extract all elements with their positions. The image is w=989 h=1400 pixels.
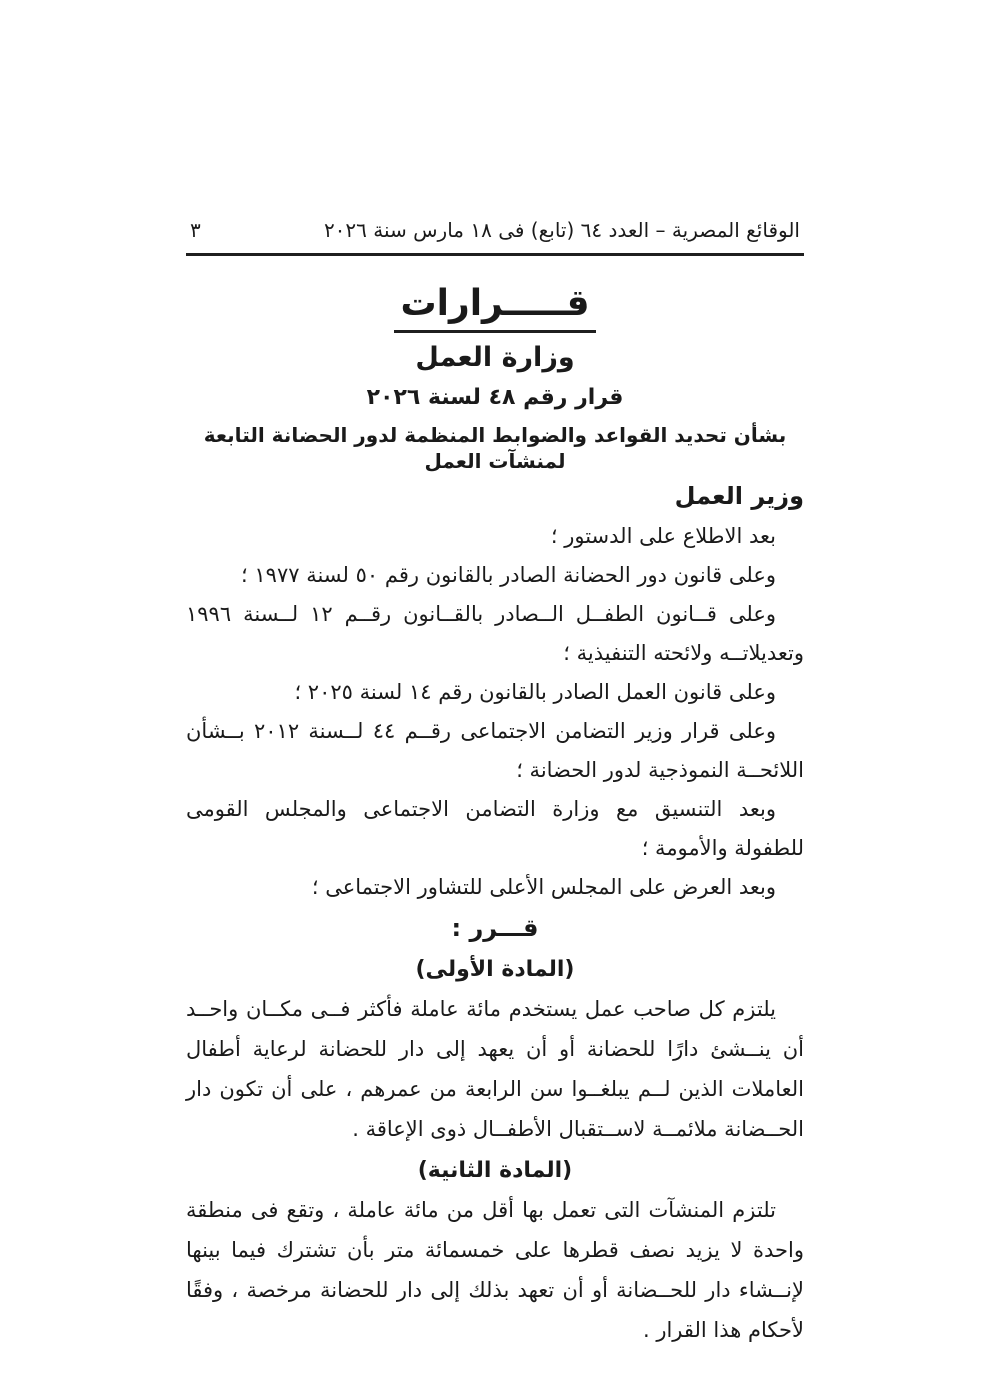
decided-label: قـــرر :: [451, 914, 539, 943]
decisions-section-title: قـــــرارات: [394, 282, 595, 333]
preamble-line-constitution: بعد الاطلاع على الدستور ؛: [550, 524, 776, 549]
article-1-body: يلتزم كل صاحب عمل يستخدم مائة عاملة فأكثر فــى مكــان واحــد أن ينــشئ دارًا للحضانة أو أن يعهد إلى دار للحضانة لرعاية أطفال العاملات الذين لــم يبلغــوا سن الرابعة من عمرهم ، على أن تكون دار الحــضانة ملائمــة لاســتقبال الأطفــال ذوى الإعاقة .: [186, 997, 804, 1142]
preamble-line-coordination: وبعد التنسيق مع وزارة التضامن الاجتماعى والمجلس القومى للطفولة والأمومة ؛: [186, 797, 804, 861]
ministry-title: وزارة العمل: [415, 342, 575, 374]
header-divider: [186, 253, 804, 256]
gazette-header-title: الوقائع المصرية – العدد ٦٤ (تابع) فى ١٨ مارس سنة ٢٠٢٦: [323, 218, 800, 242]
article-1-heading: (المادة الأولى): [415, 957, 575, 983]
issuer-title: وزير العمل: [674, 481, 804, 510]
preamble-section: [186, 517, 804, 907]
article-2-body: تلتزم المنشآت التى تعمل بها أقل من مائة عاملة ، وتقع فى منطقة واحدة لا يزيد نصف قطرها على خمسمائة متر بأن تشترك فيما بينها لإنــشاء دار للحــضانة أو أن تعهد بذلك إلى دار للحضانة مرخصة ، وفقًا لأحكام هذا القرار .: [186, 1198, 804, 1343]
preamble-line-child-law: وعلى قــانون الطفــل الــصادر بالقــانون رقــم ١٢ لــسنة ١٩٩٦ وتعديلاتــه ولائحته التنفيذية ؛: [186, 602, 804, 666]
decisions-section: [186, 282, 804, 333]
decree-number-line: قرار رقم ٤٨ لسنة ٢٠٢٦: [366, 385, 624, 411]
preamble-line-council-review: وبعد العرض على المجلس الأعلى للتشاور الاجتماعى ؛: [311, 875, 776, 900]
page-header: [186, 216, 804, 244]
article-2-heading: (المادة الثانية): [417, 1158, 573, 1184]
decree-subject-line: بشأن تحديد القواعد والضوابط المنظمة لدور الحضانة التابعة لمنشآت العمل: [203, 422, 787, 473]
page-content: [186, 216, 804, 1350]
preamble-line-labor-law: وعلى قانون العمل الصادر بالقانون رقم ١٤ لسنة ٢٠٢٥ ؛: [294, 680, 776, 705]
page-number: ٣: [190, 218, 201, 242]
preamble-line-solidarity-decree: وعلى قرار وزير التضامن الاجتماعى رقــم ٤٤ لــسنة ٢٠١٢ بــشأن اللائحــة النموذجية لدور الحضانة ؛: [186, 719, 804, 783]
preamble-line-nursery-law: وعلى قانون دور الحضانة الصادر بالقانون رقم ٥٠ لسنة ١٩٧٧ ؛: [241, 563, 776, 588]
